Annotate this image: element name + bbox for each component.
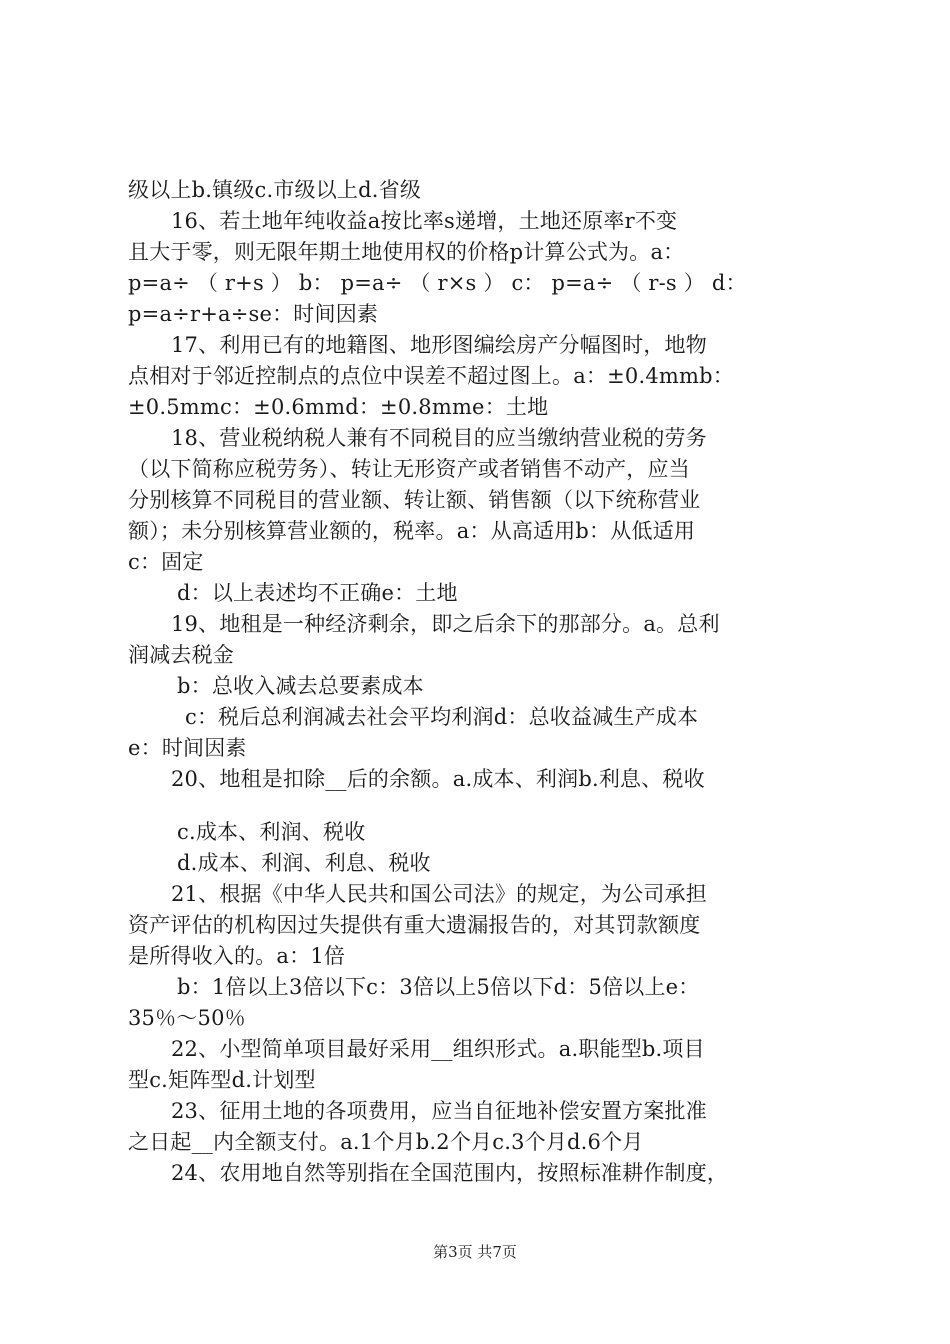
text-line: 润减去税金 (128, 643, 234, 667)
text-line: 22、小型简单项目最好采用__组织形式。a.职能型b.项目 (171, 1037, 705, 1061)
text-line: d：以上表述均不正确e：土地 (177, 581, 458, 605)
text-line: 点相对于邻近控制点的点位中误差不超过图上。a：±0.4mmb： (128, 364, 734, 388)
page-number-footer: 第3页 共7页 (433, 1243, 517, 1261)
text-line: ±0.5mmc：±0.6mmd：±0.8mme：土地 (128, 395, 549, 419)
text-line: 级以上b.镇级c.市级以上d.省级 (128, 178, 422, 202)
text-line: 21、根据《中华人民共和国公司法》的规定，为公司承担 (171, 882, 707, 906)
text-line: p=a÷ （ r+s ） b： p=a÷ （ r×s ） c： p=a÷ （ r-s ） d： (128, 271, 747, 295)
text-line: d.成本、利润、利息、税收 (177, 851, 431, 875)
text-line: b：总收入减去总要素成本 (177, 674, 424, 698)
text-line: b：1倍以上3倍以下c：3倍以上5倍以下d：5倍以上e： (177, 975, 700, 999)
text-line: 分别核算不同税目的营业额、转让额、销售额（以下统称营业 (128, 488, 701, 512)
text-line: p=a÷r+a÷se：时间因素 (128, 302, 379, 326)
text-line: 资产评估的机构因过失提供有重大遗漏报告的，对其罚款额度 (128, 913, 701, 937)
text-line: c：税后总利润减去社会平均利润d：总收益减生产成本 (185, 705, 699, 729)
text-line: e：时间因素 (128, 736, 247, 760)
text-line: 24、农用地自然等别指在全国范围内，按照标准耕作制度， (171, 1161, 729, 1185)
text-line: 之日起__内全额支付。a.1个月b.2个月c.3个月d.6个月 (128, 1130, 644, 1154)
text-line: c：固定 (128, 550, 204, 574)
text-line: （以下简称应税劳务）、转让无形资产或者销售不动产，应当 (128, 457, 690, 481)
text-line: 35％～50％ (128, 1006, 246, 1030)
text-line: 是所得收入的。a：1倍 (128, 944, 346, 968)
text-line: 23、征用土地的各项费用，应当自征地补偿安置方案批准 (171, 1099, 707, 1123)
text-line: 型c.矩阵型d.计划型 (128, 1068, 316, 1092)
text-line: 16、若土地年纯收益a按比率s递增，土地还原率r不变 (171, 209, 678, 233)
text-line: 额）；未分别核算营业额的，税率。a：从高适用b：从低适用 (128, 519, 696, 543)
text-line: 20、地租是扣除__后的余额。a.成本、利润b.利息、税收 (171, 767, 705, 791)
text-line: c.成本、利润、税收 (177, 820, 366, 844)
text-line: 且大于零，则无限年期土地使用权的价格p计算公式为。a： (128, 240, 685, 264)
text-line: 18、营业税纳税人兼有不同税目的应当缴纳营业税的劳务 (171, 426, 707, 450)
text-line: 19、地租是一种经济剩余，即之后余下的那部分。a。总利 (171, 612, 720, 636)
text-line: 17、利用已有的地籍图、地形图编绘房产分幅图时，地物 (171, 333, 707, 357)
